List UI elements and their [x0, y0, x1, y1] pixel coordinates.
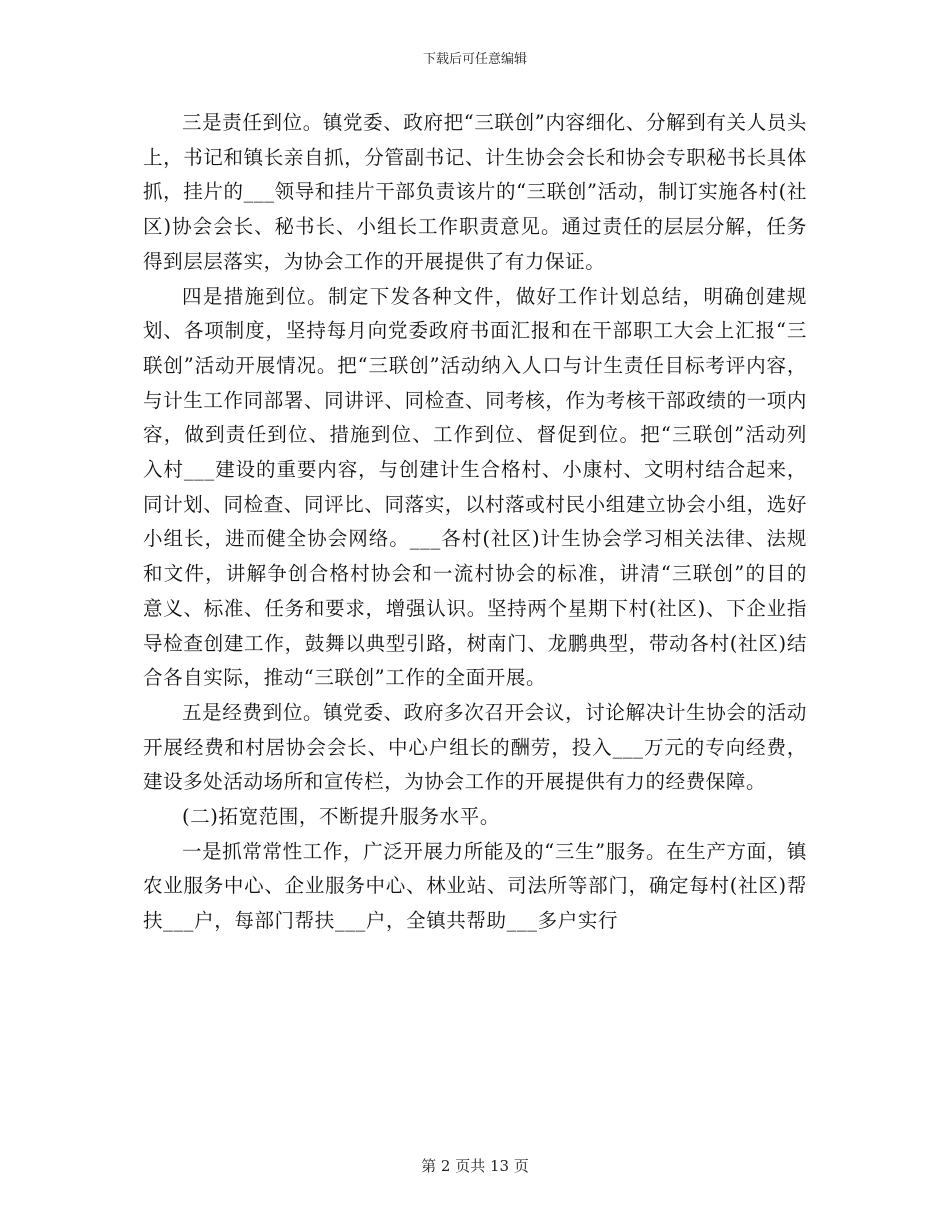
page-number-footer: 第 2 页共 13 页 [421, 1157, 529, 1175]
page-header: 下载后可任意编辑 [422, 52, 527, 67]
paragraph-responsibility: 三是责任到位。镇党委、政府把“三联创”内容细化、分解到有关人员头上，书记和镇长亲自抓，分管副书记、计生协会会长和协会专职秘书长具体抓，挂片的___领导和挂片干部负责该片的“三联创”活动，制订实施各村(社区)协会会长、秘书长、小组长工作职责意见。通过责任的层层分解，任务得到层层落实，为协会工作的开展提供了有力保证。 [143, 111, 807, 273]
paragraph-measures: 四是措施到位。制定下发各种文件，做好工作计划总结，明确创建规划、各项制度，坚持每月向党委政府书面汇报和在干部职工大会上汇报“三联创”活动开展情况。把“三联创”活动纳入人口与计生责任目标考评内容，与计生工作同部署、同讲评、同检查、同考核，作为考核干部政绩的一项内容，做到责任到位、措施到位、工作到位、督促到位。把“三联创”活动列入村___建设的重要内容，与创建计生合格村、小康村、文明村结合起来，同计划、同检查、同评比、同落实，以村落或村民小组建立协会小组，选好小组长，进而健全协会网络。___各村(社区)计生协会学习相关法律、法规和文件，讲解争创合格村协会和一流村协会的标准，讲清“三联创”的目的意义、标准、任务和要求，增强认识。坚持两个星期下村(社区)、下企业指导检查创建工作，鼓舞以典型引路，树南门、龙鹏典型，带动各村(社区)结合各自实际，推动“三联创”工作的全面开展。 [143, 284, 807, 690]
paragraph-routine-work: 一是抓常常性工作，广泛开展力所能及的“三生”服务。在生产方面，镇农业服务中心、企业服务中心、林业站、司法所等部门，确定每村(社区)帮扶___户，每部门帮扶___户，全镇共帮助___多户实行 [143, 839, 807, 933]
section-heading-expand-scope: (二)拓宽范围，不断提升服务水平。 [182, 805, 500, 829]
document-body [143, 106, 807, 939]
paragraph-funding: 五是经费到位。镇党委、政府多次召开会议，讨论解决计生协会的活动开展经费和村居协会会长、中心户组长的酬劳，投入___万元的专向经费，建设多处活动场所和宣传栏，为协会工作的开展提供有力的经费保障。 [143, 700, 807, 794]
